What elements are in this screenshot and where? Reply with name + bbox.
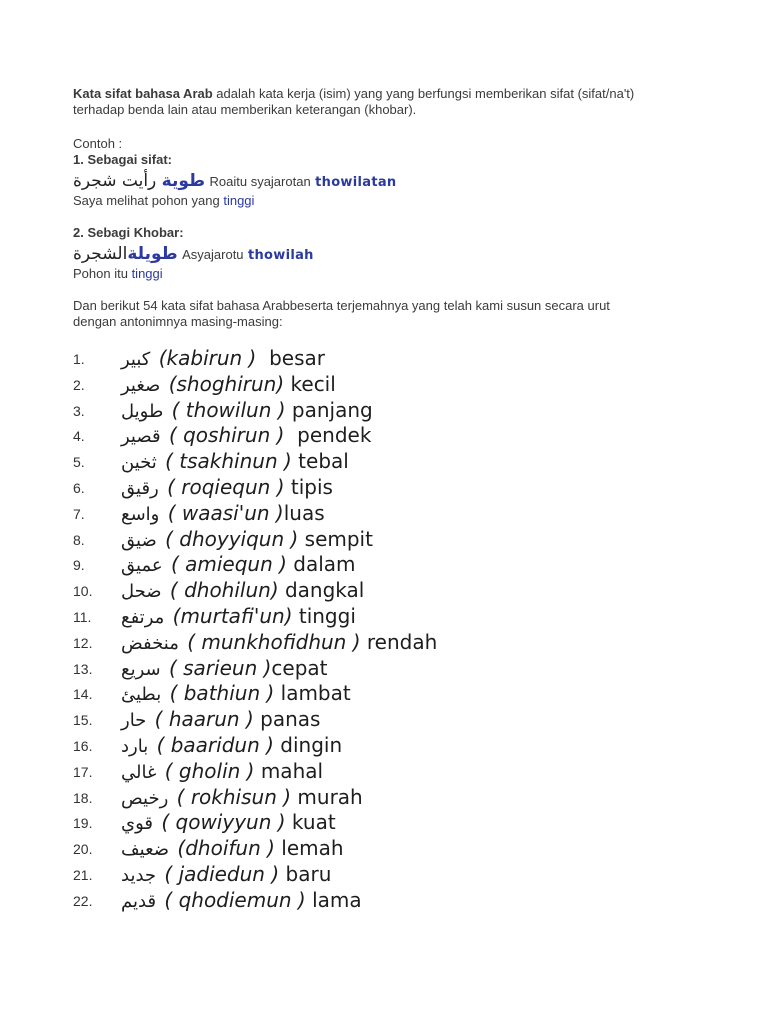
list-item [73, 733, 733, 759]
list-item-transliteration: ( qowiyyun ) [161, 810, 286, 835]
example1-heading [73, 152, 733, 168]
list-item-meaning: dingin [273, 732, 343, 757]
list-item-transliteration: ( munkhofidhun ) [187, 629, 361, 654]
list-item-arabic: عميق [121, 555, 163, 577]
list-item-text [121, 552, 356, 579]
list-item-transliteration: ( jadiedun ) [164, 861, 280, 886]
list-item-number: 12. [73, 634, 93, 651]
list-item-number: 21. [73, 866, 93, 883]
outro-line2: dengan antonimnya masing-masing: [73, 314, 283, 329]
list-item-text [121, 759, 323, 786]
list-item-number: 10. [73, 583, 93, 600]
list-item-text [121, 836, 344, 863]
list-item-number: 20. [73, 841, 93, 858]
list-item-arabic: رخيص [121, 787, 169, 809]
outro-paragraph [73, 298, 733, 330]
list-item-meaning: panas [253, 707, 321, 732]
example2-arabic-line [73, 243, 733, 265]
list-item-transliteration: (dhoifun ) [177, 836, 275, 861]
list-item-number: 18. [73, 789, 93, 806]
example2-arabic-blue: طويلة [127, 244, 178, 264]
list-item-text [121, 733, 342, 760]
list-item-meaning: lambat [274, 681, 351, 706]
example1-arabic-rest: رأيت شجرة [73, 171, 157, 191]
list-item-meaning: besar [256, 346, 325, 370]
list-item-transliteration: ( bathiun ) [169, 681, 275, 706]
list-item-number: 8. [73, 531, 85, 548]
list-item [73, 630, 733, 656]
list-item-transliteration: (shoghirun) [168, 371, 285, 396]
list-item-transliteration: (kabirun ) [158, 346, 257, 370]
list-item-meaning: baru [279, 861, 332, 886]
list-item-arabic: حار [121, 710, 147, 732]
list-item-text [121, 862, 331, 889]
list-item-number: 3. [73, 402, 85, 419]
example2-latin: Asyajarotu [182, 247, 244, 262]
list-item-text [121, 681, 351, 708]
list-item-arabic: ضعيف [121, 839, 170, 861]
list-item-transliteration: ( haarun ) [154, 707, 254, 732]
list-item-number: 5. [73, 454, 85, 471]
list-item [73, 501, 733, 527]
list-item-number: 2. [73, 376, 85, 393]
list-item-transliteration: ( qoshirun ) [168, 423, 285, 448]
list-item [73, 681, 733, 707]
list-item-text [121, 423, 371, 450]
list-item-transliteration: ( gholin ) [164, 758, 255, 783]
list-item-arabic: واسع [121, 503, 160, 525]
list-item-transliteration: ( dhohilun) [169, 578, 279, 603]
list-item-arabic: ضيق [121, 529, 157, 551]
example2-translation-line [73, 266, 733, 282]
list-item-arabic: كبير [121, 349, 151, 370]
list-item-arabic: رقيق [121, 477, 159, 499]
list-item-text [121, 449, 349, 476]
list-item-arabic: طويل [121, 400, 164, 422]
example1-arabic-line [73, 170, 733, 192]
list-item-meaning: rendah [360, 629, 438, 654]
example2-latin-blue: thowilah [247, 248, 314, 263]
list-item-meaning: mahal [254, 758, 324, 783]
list-item-number: 22. [73, 892, 93, 909]
example2-heading [73, 225, 733, 241]
list-item-transliteration: ( tsakhinun ) [165, 449, 292, 474]
list-item-arabic: ثخين [121, 452, 157, 474]
list-item-text [121, 810, 336, 837]
list-item-number: 1. [73, 351, 85, 367]
list-item-transliteration: (murtafi'un) [172, 603, 293, 628]
list-item [73, 888, 733, 914]
list-item-arabic: مرتفع [121, 606, 165, 628]
list-item-meaning: cepat [271, 655, 328, 680]
intro-text-line1: adalah kata kerja (isim) yang yang berfungsi memberikan sifat (sifat/na't) [212, 86, 635, 101]
list-item-text [121, 707, 320, 734]
list-item-arabic: صغير [121, 374, 161, 396]
example1-translation-blue: tinggi [223, 193, 255, 208]
list-item [73, 552, 733, 578]
example2-heading-text: 2. Sebagi Khobar: [73, 225, 184, 240]
example1-translation-line [73, 193, 733, 209]
list-item-meaning: pendek [284, 423, 372, 448]
intro-bold-term: Kata sifat bahasa Arab [73, 86, 213, 101]
list-item-arabic: بطيئ [121, 684, 162, 706]
list-item-text [121, 656, 328, 683]
list-item-number: 9. [73, 557, 85, 574]
list-item [73, 372, 733, 398]
list-item-transliteration: ( waasi'un ) [167, 500, 284, 525]
list-item-arabic: ضحل [121, 581, 162, 603]
list-item-number: 11. [73, 608, 92, 625]
list-item [73, 836, 733, 862]
list-item-number: 4. [73, 428, 85, 445]
list-item-number: 17. [73, 763, 93, 780]
example1-latin-blue: thowilatan [315, 175, 397, 190]
list-item-text [121, 888, 362, 915]
list-item-meaning: tinggi [292, 603, 356, 628]
list-item-text [121, 398, 373, 425]
list-item-meaning: dangkal [278, 578, 365, 603]
list-item-meaning: tipis [284, 474, 333, 499]
example1-arabic-blue: طوية [161, 171, 206, 191]
intro-text-line2: terhadap benda lain atau memberikan keterangan (khobar). [73, 102, 417, 117]
list-item-transliteration: ( dhoyyiqun ) [165, 526, 299, 551]
list-item-transliteration: ( amiequn ) [170, 552, 287, 577]
list-item-arabic: قديم [121, 890, 157, 912]
list-item-arabic: قوي [121, 813, 153, 835]
list-item [73, 398, 733, 424]
list-item-meaning: tebal [291, 449, 349, 474]
example1-latin: Roaitu syajarotan [209, 174, 311, 189]
outro-line1: Dan berikut 54 kata sifat bahasa Arabbeserta terjemahnya yang telah kami susun secara urut [73, 298, 610, 313]
intro-paragraph [73, 86, 733, 118]
list-item-meaning: luas [283, 500, 325, 525]
list-item-arabic: جديد [121, 864, 157, 886]
list-item-text [121, 346, 325, 373]
list-item [73, 707, 733, 733]
list-item [73, 759, 733, 785]
list-item-transliteration: ( roqiequn ) [167, 474, 285, 499]
list-item-arabic: بارد [121, 735, 149, 757]
list-item-transliteration: ( sarieun ) [168, 655, 272, 680]
list-item-text [121, 630, 437, 657]
example2-arabic [73, 244, 178, 264]
list-item-meaning: kuat [285, 810, 336, 835]
list-item-arabic: غالي [121, 761, 157, 783]
list-item-number: 6. [73, 479, 85, 496]
list-item-arabic: سريع [121, 658, 161, 680]
list-item [73, 449, 733, 475]
list-item-text [121, 785, 363, 812]
example2-translation-blue: tinggi [131, 266, 163, 281]
list-item-text [121, 475, 333, 502]
list-item-transliteration: ( baaridun ) [156, 732, 274, 757]
example1-heading-text: 1. Sebagai sifat: [73, 152, 172, 167]
list-item-transliteration: ( qhodiemun ) [164, 887, 306, 912]
list-item-meaning: sempit [298, 526, 373, 551]
list-item-text [121, 578, 364, 605]
list-item-meaning: panjang [285, 397, 373, 422]
example2-arabic-rest: الشجرة [73, 244, 128, 264]
list-item [73, 578, 733, 604]
list-item [73, 862, 733, 888]
list-item-number: 19. [73, 815, 93, 832]
vocabulary-list [73, 346, 733, 914]
list-item-text [121, 604, 356, 631]
contoh-label: Contoh : [73, 136, 123, 151]
list-item-number: 15. [73, 712, 93, 729]
list-item-meaning: lemah [274, 836, 344, 861]
list-item-arabic: منخفض [121, 632, 179, 654]
list-item-number: 7. [73, 505, 85, 522]
example1-translation: Saya melihat pohon yang [73, 193, 220, 208]
list-item-meaning: dalam [286, 552, 356, 577]
list-item-number: 16. [73, 737, 93, 754]
example2-translation: Pohon itu [73, 266, 128, 281]
example1-arabic [73, 171, 205, 191]
list-item-meaning: murah [291, 784, 363, 809]
list-item-text [121, 372, 336, 399]
list-item [73, 423, 733, 449]
list-item [73, 810, 733, 836]
list-item-text [121, 501, 325, 528]
list-item-number: 14. [73, 686, 93, 703]
list-item [73, 656, 733, 682]
list-item [73, 604, 733, 630]
list-item [73, 785, 733, 811]
list-item [73, 346, 733, 372]
list-item-transliteration: ( thowilun ) [171, 397, 286, 422]
list-item-transliteration: ( rokhisun ) [176, 784, 292, 809]
list-item [73, 527, 733, 553]
list-item-meaning: lama [305, 887, 362, 912]
list-item-text [121, 527, 373, 554]
list-item-meaning: kecil [284, 371, 336, 396]
list-item-arabic: قصير [121, 426, 161, 448]
list-item [73, 475, 733, 501]
list-item-number: 13. [73, 660, 93, 677]
